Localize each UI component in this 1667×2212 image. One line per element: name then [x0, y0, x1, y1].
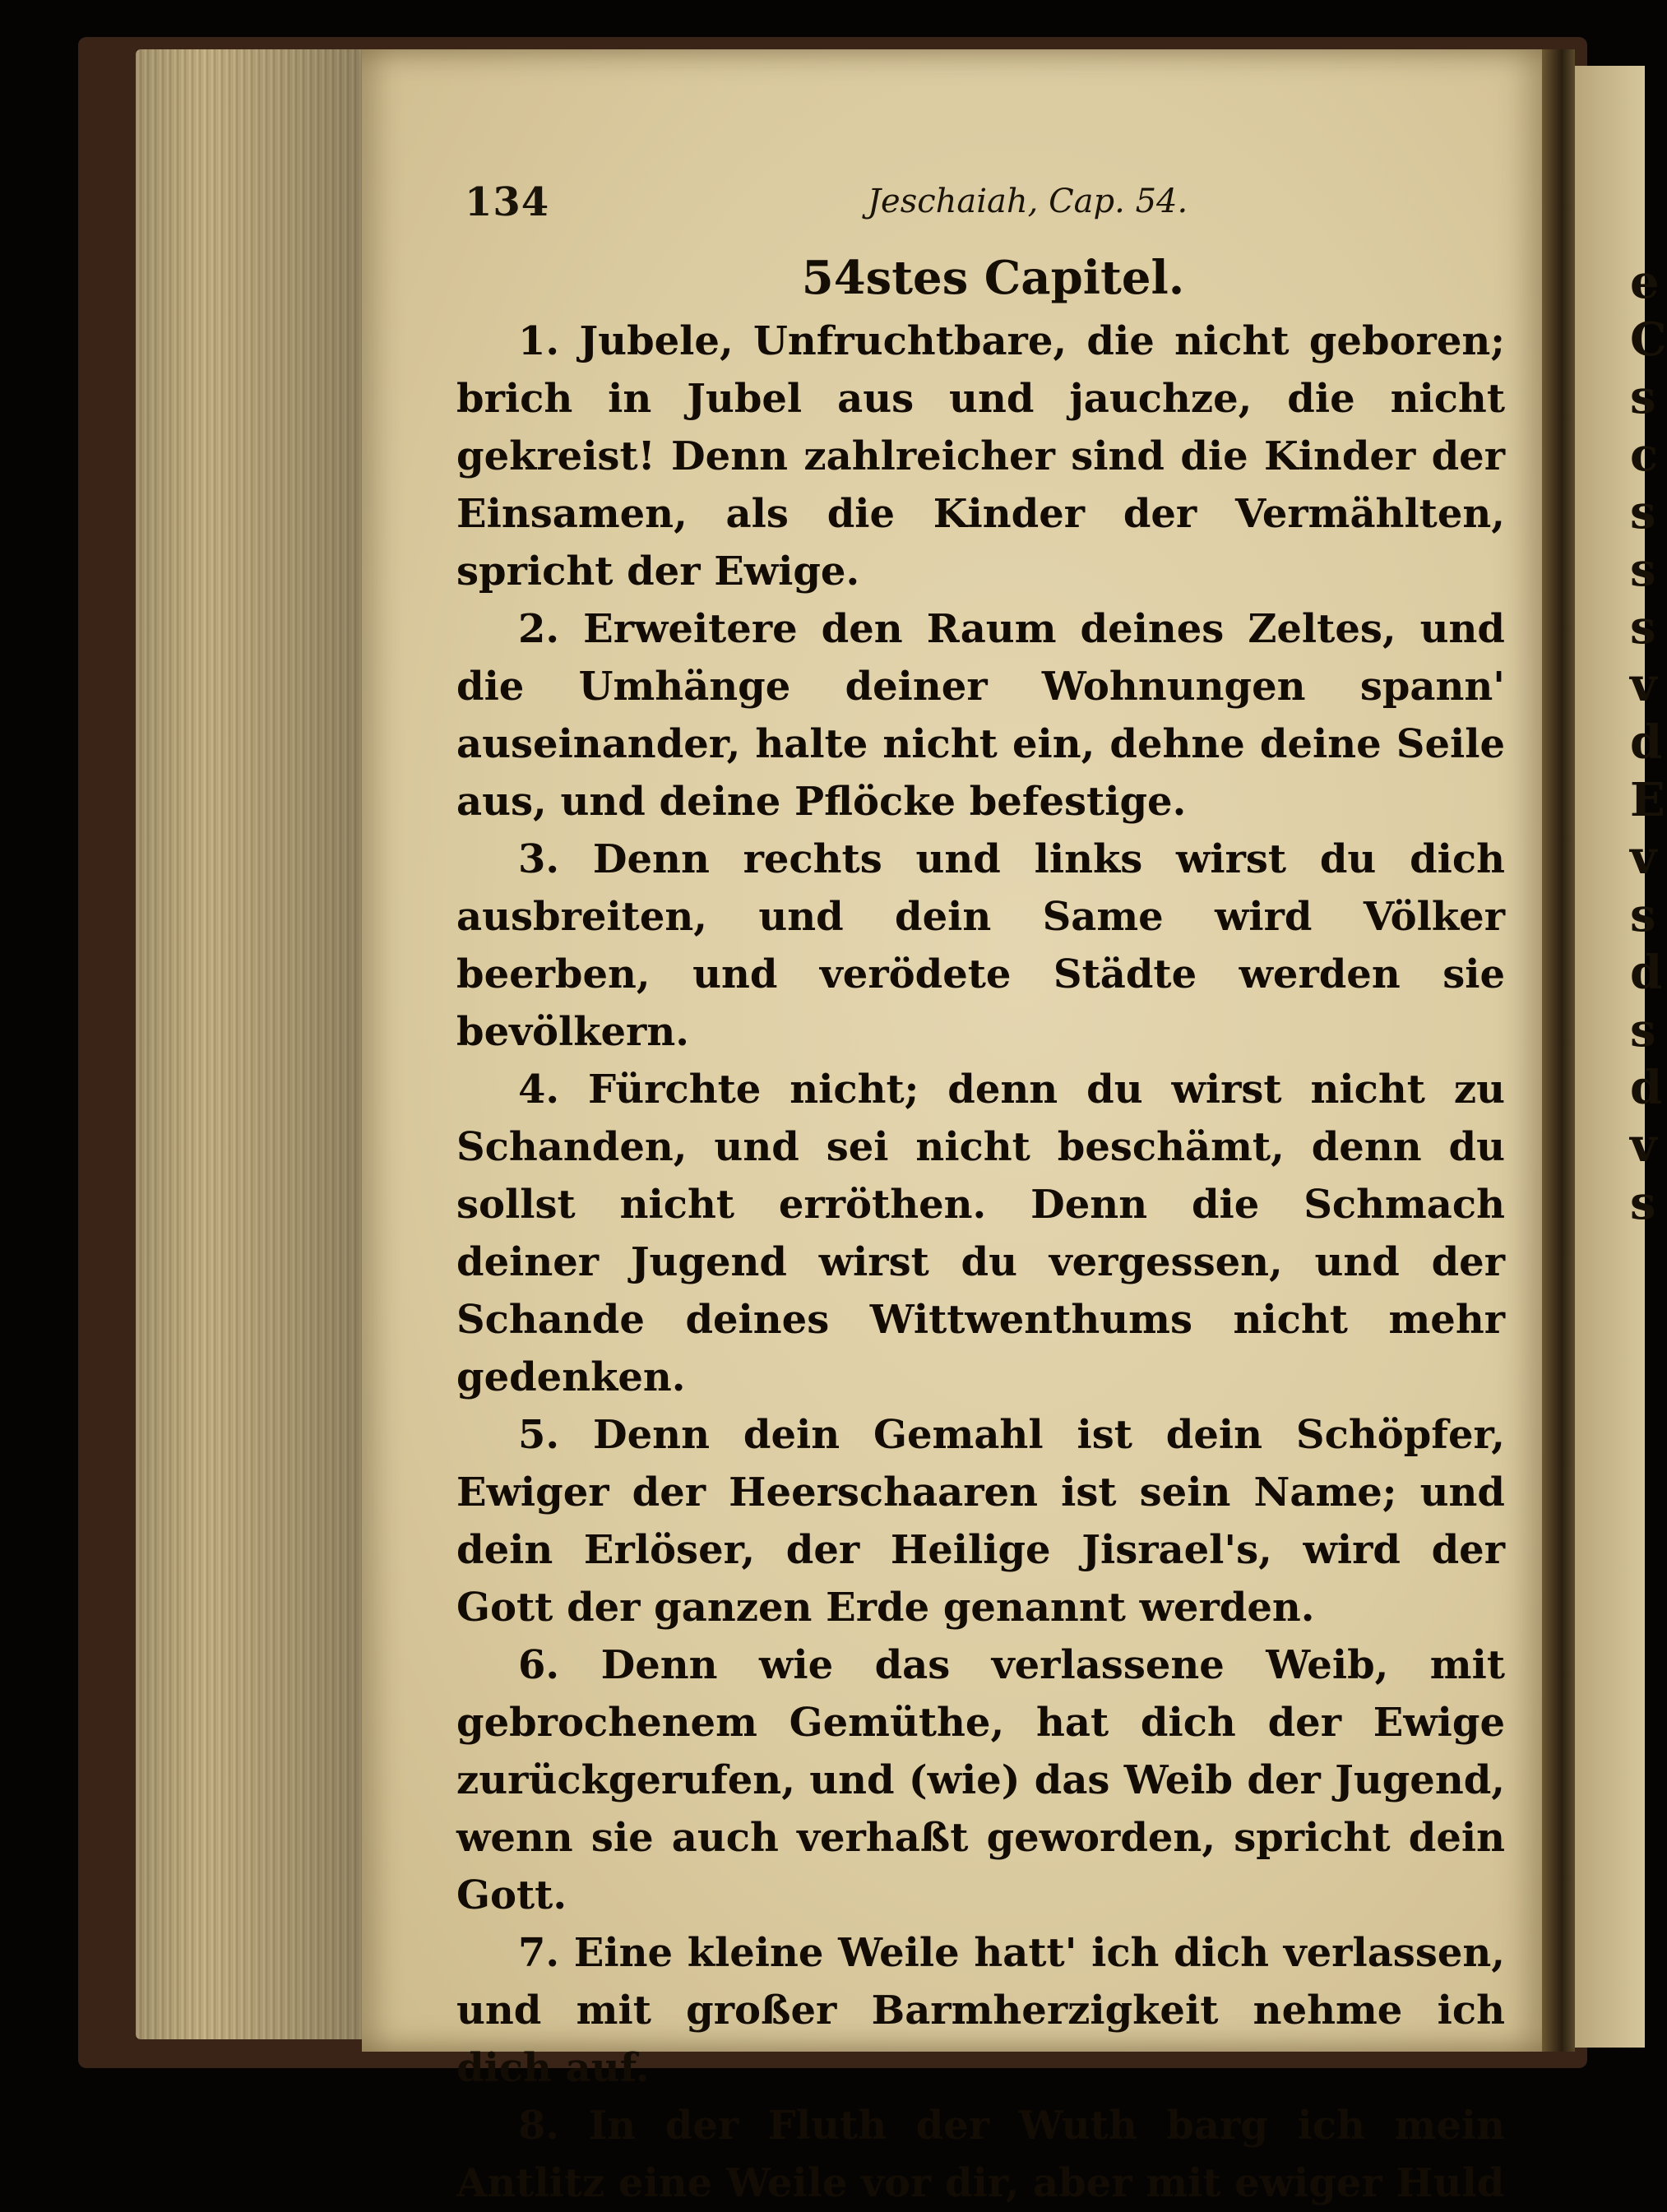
next-page-letter: v: [1630, 831, 1657, 885]
next-page-letter: E: [1630, 773, 1665, 827]
verse-number: 1.: [518, 318, 560, 364]
next-page-letter: s: [1630, 600, 1656, 655]
chapter-heading: 54stes Capitel.: [801, 251, 1185, 305]
page-edges: [136, 49, 366, 2039]
verse-text: Denn wie das verlassene Weib, mit gebrochenem Gemüthe, hat dich der Ewige zurückgerufen, und (wie) das Weib der Jugend, wenn sie auch verhaßt geworden, spricht dein Gott.: [456, 1642, 1506, 1918]
verse-text: Erweitere den Raum deines Zeltes, und die Umhänge deiner Wohnungen spann' auseinander, halte nicht ein, dehne deine Seile aus, und deine Pflöcke befestige.: [456, 606, 1505, 825]
verse-number: 7.: [518, 1930, 560, 1976]
verse-text: In der Fluth der Wuth barg ich mein Antlitz eine Weile vor dir, aber mit ewiger Huld: [456, 2103, 1505, 2206]
next-page-letter: s: [1630, 485, 1656, 539]
next-page-letter: d: [1630, 715, 1663, 770]
verse-text: Eine kleine Weile hatt' ich dich verlassen, und mit großer Barmherzigkeit nehme ich dich auf.: [456, 1930, 1505, 2091]
verse: [456, 1636, 1505, 1924]
verse-text: Fürchte nicht; denn du wirst nicht zu Schanden, und sei nicht beschämt, denn du sollst nicht erröthen. Denn die Schmach deiner Jugend wirst du vergessen, und der Schande deines Wittwenthums nicht mehr gedenken.: [456, 1067, 1506, 1400]
page-number: 134: [465, 179, 550, 225]
verse: [456, 312, 1505, 600]
next-page-letter: e: [1630, 255, 1660, 309]
verse: [456, 831, 1505, 1061]
verse: [456, 2097, 1505, 2212]
page-header: [465, 179, 1521, 229]
chapter-text: [456, 312, 1505, 2212]
running-title: Jeschaiah, Cap. 54.: [868, 183, 1188, 220]
next-page-letter: C: [1630, 312, 1667, 367]
next-page-letter: d: [1630, 1061, 1663, 1115]
next-page-letter: s: [1630, 1003, 1656, 1057]
next-page-letter: s: [1630, 888, 1656, 942]
verse-number: 3.: [518, 836, 560, 882]
next-page-letter: d: [1630, 946, 1663, 1000]
verse: [456, 600, 1505, 831]
next-page-letter: s: [1630, 1176, 1656, 1230]
book-gutter: [1542, 49, 1575, 2052]
verse-number: 5.: [518, 1412, 560, 1458]
verse: [456, 1924, 1505, 2097]
verse-text: Denn dein Gemahl ist dein Schöpfer, Ewiger der Heerschaaren ist sein Name; und dein Erlöser, der Heilige Jisrael's, wird der Gott der ganzen Erde genannt werden.: [456, 1412, 1505, 1631]
next-page-letter: c: [1630, 428, 1659, 482]
verse-number: 4.: [518, 1067, 560, 1113]
next-page-letter: s: [1630, 543, 1656, 597]
verse-number: 2.: [518, 606, 560, 652]
verse: [456, 1406, 1505, 1636]
verse-number: 6.: [518, 1642, 560, 1688]
next-page-letter: s: [1630, 370, 1656, 424]
next-page-letter: v: [1630, 1118, 1657, 1173]
verse-text: Denn rechts und links wirst du dich ausbreiten, und dein Same wird Völker beerben, und verödete Städte werden sie bevölkern.: [456, 836, 1505, 1055]
next-page-letter: v: [1630, 658, 1657, 712]
verse: [456, 1061, 1505, 1406]
verse-number: 8.: [518, 2103, 560, 2149]
verse-text: Jubele, Unfruchtbare, die nicht geboren; brich in Jubel aus und jauchze, die nicht gekreist! Denn zahlreicher sind die Kinder der Einsamen, als die Kinder der Vermählten, spricht der Ewige.: [456, 318, 1505, 595]
